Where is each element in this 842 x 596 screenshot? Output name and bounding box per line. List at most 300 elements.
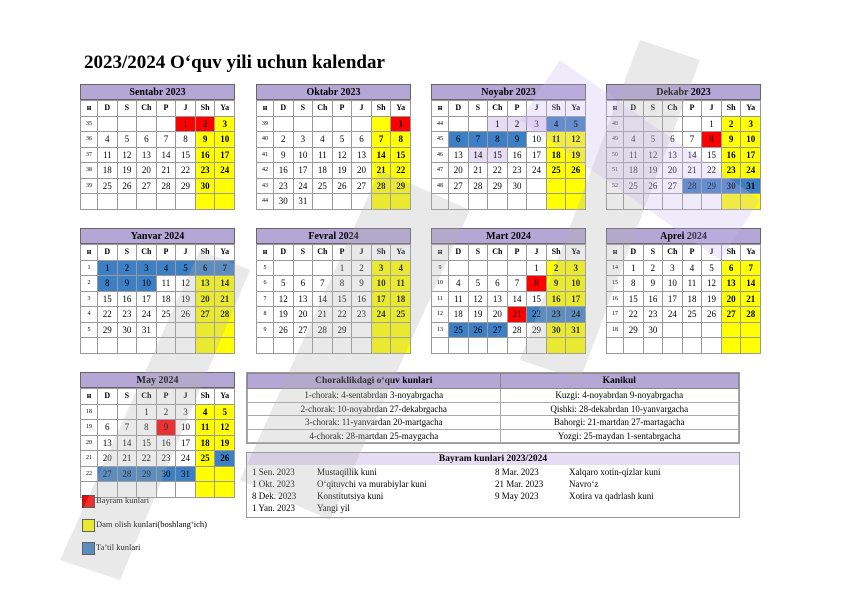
day-cell: 14 <box>156 147 176 163</box>
day-header: D <box>98 389 118 405</box>
day-header: S <box>117 389 137 405</box>
day-header: P <box>682 101 702 117</box>
legend-weekend-label: Dam olish kunlari(boshlang‘ich) <box>96 519 207 529</box>
quarter-row: 2-chorak: 10-noyabrdan 27-dekabrgacha <box>248 402 501 416</box>
day-cell: 7 <box>313 276 333 292</box>
day-cell: 25 <box>98 178 118 194</box>
legend-holiday-label: Bayram kunlari <box>96 495 150 505</box>
day-cell <box>156 322 176 338</box>
day-cell <box>195 338 215 354</box>
day-cell: 21 <box>313 307 333 323</box>
day-cell: 6 <box>663 132 683 148</box>
week-number: 5 <box>81 322 98 338</box>
day-cell <box>293 338 313 354</box>
day-cell <box>488 338 508 354</box>
day-cell <box>117 194 137 210</box>
day-cell: 4 <box>546 116 566 132</box>
day-cell: 23 <box>117 307 137 323</box>
week-number: 39 <box>257 116 274 132</box>
day-cell: 28 <box>507 322 527 338</box>
day-cell <box>391 338 411 354</box>
month-title: Oktabr 2023 <box>256 84 411 100</box>
holidays-panel <box>246 452 740 518</box>
day-header: S <box>293 101 313 117</box>
day-cell: 19 <box>215 435 235 451</box>
day-cell: 31 <box>566 322 586 338</box>
day-cell: 30 <box>546 322 566 338</box>
day-header: Sh <box>721 101 741 117</box>
day-cell: 4 <box>449 276 469 292</box>
day-cell: 20 <box>721 291 741 307</box>
day-cell <box>156 116 176 132</box>
day-cell: 10 <box>215 132 235 148</box>
day-cell <box>663 322 683 338</box>
week-number: 46 <box>432 147 449 163</box>
day-cell: 9 <box>274 147 294 163</box>
day-cell: 19 <box>176 291 196 307</box>
day-cell: 19 <box>117 163 137 179</box>
day-cell <box>682 116 702 132</box>
day-cell: 3 <box>293 132 313 148</box>
day-header: Sh <box>371 101 391 117</box>
day-cell <box>371 116 391 132</box>
day-cell: 4 <box>98 132 118 148</box>
day-cell <box>215 194 235 210</box>
month-calendar <box>606 228 761 354</box>
day-cell: 15 <box>391 147 411 163</box>
day-cell: 23 <box>352 307 372 323</box>
day-header: J <box>527 245 547 261</box>
day-header: P <box>507 101 527 117</box>
week-number: 48 <box>607 116 624 132</box>
day-cell: 24 <box>137 307 157 323</box>
day-cell: 17 <box>215 147 235 163</box>
day-cell: 10 <box>176 420 196 436</box>
week-col-header: н <box>81 101 98 117</box>
week-col-header: н <box>81 245 98 261</box>
day-cell: 2 <box>546 260 566 276</box>
holiday-name: Xalqaro xotin-qizlar kuni <box>569 467 661 477</box>
day-header: Sh <box>371 245 391 261</box>
day-cell: 20 <box>449 163 469 179</box>
day-cell: 29 <box>332 322 352 338</box>
month-calendar <box>256 84 411 210</box>
day-cell <box>371 338 391 354</box>
day-header: D <box>624 245 644 261</box>
week-number: 44 <box>432 116 449 132</box>
weekend-swatch <box>82 519 95 532</box>
day-cell: 4 <box>624 132 644 148</box>
day-cell: 15 <box>98 291 118 307</box>
holiday-date: 8 Dek. 2023 <box>252 491 297 501</box>
day-cell <box>117 116 137 132</box>
day-cell: 24 <box>527 163 547 179</box>
day-cell: 12 <box>702 276 722 292</box>
day-cell: 29 <box>98 322 118 338</box>
day-header: Ch <box>137 245 157 261</box>
holiday-swatch <box>82 495 95 508</box>
week-col-header: н <box>607 101 624 117</box>
week-number: 7 <box>257 291 274 307</box>
day-cell: 18 <box>546 147 566 163</box>
day-cell: 11 <box>195 420 215 436</box>
day-cell: 16 <box>352 291 372 307</box>
day-cell: 10 <box>527 132 547 148</box>
day-header: Ya <box>741 245 761 261</box>
day-cell: 30 <box>643 322 663 338</box>
week-number: 18 <box>81 404 98 420</box>
day-cell: 18 <box>682 291 702 307</box>
quarter-row: 1-chorak: 4-sentabrdan 3-noyabrgacha <box>248 389 501 403</box>
day-cell: 11 <box>156 276 176 292</box>
day-cell: 28 <box>215 307 235 323</box>
day-cell: 25 <box>546 163 566 179</box>
week-number: 3 <box>81 291 98 307</box>
quarter-row: 4-chorak: 28-martdan 25-maygacha <box>248 429 501 443</box>
day-cell: 5 <box>176 260 196 276</box>
day-cell: 30 <box>274 194 294 210</box>
day-cell: 24 <box>176 451 196 467</box>
month-calendar <box>80 228 235 354</box>
day-cell <box>449 338 469 354</box>
day-cell: 26 <box>215 451 235 467</box>
holiday-date: 1 Sen. 2023 <box>252 467 295 477</box>
day-header: J <box>527 101 547 117</box>
day-cell: 10 <box>371 276 391 292</box>
day-cell: 19 <box>566 147 586 163</box>
day-cell: 5 <box>274 276 294 292</box>
day-cell: 16 <box>274 163 294 179</box>
day-cell: 9 <box>643 276 663 292</box>
week-number: 41 <box>257 147 274 163</box>
day-header: D <box>449 245 469 261</box>
day-cell: 1 <box>527 260 547 276</box>
day-header: P <box>156 101 176 117</box>
day-header: S <box>468 245 488 261</box>
day-cell: 2 <box>643 260 663 276</box>
day-cell: 16 <box>546 291 566 307</box>
day-cell: 23 <box>195 163 215 179</box>
day-cell: 28 <box>682 178 702 194</box>
day-cell <box>663 194 683 210</box>
day-cell: 11 <box>313 147 333 163</box>
day-cell <box>468 194 488 210</box>
week-number: 48 <box>432 178 449 194</box>
day-cell: 21 <box>507 307 527 323</box>
day-cell: 27 <box>721 307 741 323</box>
day-cell <box>546 178 566 194</box>
holiday-date: 1 Yan. 2023 <box>252 503 296 513</box>
day-cell <box>176 338 196 354</box>
day-cell: 2 <box>352 260 372 276</box>
holiday-date: 21 Mar. 2023 <box>495 479 544 489</box>
month-calendar <box>80 372 235 498</box>
day-header: Sh <box>721 245 741 261</box>
day-cell <box>215 322 235 338</box>
day-cell: 13 <box>98 435 118 451</box>
day-header: D <box>449 101 469 117</box>
day-cell: 17 <box>137 291 157 307</box>
day-cell: 24 <box>741 163 761 179</box>
day-cell: 2 <box>117 260 137 276</box>
day-cell: 1 <box>488 116 508 132</box>
day-cell <box>682 322 702 338</box>
day-header: S <box>117 101 137 117</box>
day-cell: 31 <box>176 466 196 482</box>
day-cell: 23 <box>156 451 176 467</box>
day-cell <box>313 116 333 132</box>
week-number: 12 <box>432 307 449 323</box>
day-cell: 24 <box>663 307 683 323</box>
day-cell: 8 <box>332 276 352 292</box>
day-cell <box>449 260 469 276</box>
day-cell <box>215 466 235 482</box>
day-cell: 28 <box>741 307 761 323</box>
day-cell: 6 <box>352 132 372 148</box>
day-header: S <box>643 245 663 261</box>
day-cell: 29 <box>624 322 644 338</box>
month-title: Aprel 2024 <box>606 228 761 244</box>
holiday-name: O‘qituvchi va murabiylar kuni <box>317 479 427 489</box>
day-cell: 17 <box>663 291 683 307</box>
day-cell <box>293 260 313 276</box>
day-cell: 26 <box>468 322 488 338</box>
day-cell: 8 <box>137 420 157 436</box>
day-cell: 2 <box>156 404 176 420</box>
quarter-row: 3-chorak: 11-yanvardan 20-martgacha <box>248 416 501 430</box>
day-header: P <box>156 245 176 261</box>
day-cell: 9 <box>195 132 215 148</box>
page-title: 2023/2024 O‘quv yili uchun kalendar <box>84 52 385 73</box>
week-col-header: н <box>432 101 449 117</box>
day-cell: 6 <box>195 260 215 276</box>
day-cell: 5 <box>215 404 235 420</box>
day-cell: 26 <box>643 178 663 194</box>
day-cell: 7 <box>682 132 702 148</box>
day-cell: 28 <box>313 322 333 338</box>
day-header: S <box>643 101 663 117</box>
day-cell <box>488 194 508 210</box>
week-number: 35 <box>81 116 98 132</box>
week-number <box>81 194 98 210</box>
day-cell: 28 <box>156 178 176 194</box>
day-cell <box>663 116 683 132</box>
day-cell: 13 <box>663 147 683 163</box>
holiday-name: Yangi yil <box>317 503 350 513</box>
day-header: D <box>98 101 118 117</box>
day-header: Sh <box>195 389 215 405</box>
day-cell: 17 <box>371 291 391 307</box>
day-header: J <box>702 101 722 117</box>
vacation-row: Kuzgi: 4-noyabrdan 9-noyabrgacha <box>500 389 738 403</box>
day-cell: 30 <box>117 322 137 338</box>
month-title: May 2024 <box>80 372 235 388</box>
day-cell: 27 <box>488 322 508 338</box>
vacation-row: Yozgi: 25-maydan 1-sentabrgacha <box>500 429 738 443</box>
day-cell: 3 <box>137 260 157 276</box>
vacations-header: Kanikul <box>500 374 738 389</box>
day-header: J <box>176 245 196 261</box>
day-cell: 7 <box>371 132 391 148</box>
day-header: Ya <box>215 101 235 117</box>
day-cell: 5 <box>702 260 722 276</box>
vacation-row: Bahorgi: 21-martdan 27-martagacha <box>500 416 738 430</box>
day-cell: 13 <box>721 276 741 292</box>
day-cell <box>624 116 644 132</box>
day-cell: 14 <box>682 147 702 163</box>
week-number: 16 <box>607 291 624 307</box>
day-cell: 18 <box>98 163 118 179</box>
day-cell: 6 <box>293 276 313 292</box>
day-cell <box>313 194 333 210</box>
day-cell <box>682 338 702 354</box>
week-col-header: н <box>81 389 98 405</box>
day-cell: 6 <box>488 276 508 292</box>
day-cell: 20 <box>293 307 313 323</box>
day-cell: 20 <box>137 163 157 179</box>
week-number <box>432 194 449 210</box>
day-cell: 20 <box>352 163 372 179</box>
day-cell: 26 <box>702 307 722 323</box>
holiday-name: Navro‘z <box>569 479 599 489</box>
day-cell: 15 <box>176 147 196 163</box>
day-cell <box>156 482 176 498</box>
day-cell <box>702 338 722 354</box>
day-cell <box>215 338 235 354</box>
day-cell: 26 <box>566 163 586 179</box>
day-cell: 22 <box>98 307 118 323</box>
day-cell: 21 <box>215 291 235 307</box>
day-cell <box>352 322 372 338</box>
day-header: Ya <box>215 245 235 261</box>
day-cell: 3 <box>663 260 683 276</box>
day-cell: 5 <box>468 276 488 292</box>
day-cell: 18 <box>624 163 644 179</box>
week-number: 22 <box>81 466 98 482</box>
day-cell: 27 <box>195 307 215 323</box>
day-cell: 29 <box>488 178 508 194</box>
day-cell: 1 <box>624 260 644 276</box>
day-cell <box>352 194 372 210</box>
day-cell: 8 <box>98 276 118 292</box>
day-cell: 12 <box>468 291 488 307</box>
day-cell: 15 <box>332 291 352 307</box>
day-cell: 22 <box>527 307 547 323</box>
week-number: 45 <box>432 132 449 148</box>
day-cell: 1 <box>98 260 118 276</box>
day-cell: 27 <box>352 178 372 194</box>
holiday-date: 9 May 2023 <box>495 491 539 501</box>
day-cell: 9 <box>721 132 741 148</box>
day-cell: 15 <box>527 291 547 307</box>
day-cell: 29 <box>527 322 547 338</box>
week-number: 50 <box>607 147 624 163</box>
day-header: D <box>624 101 644 117</box>
day-cell: 11 <box>449 291 469 307</box>
day-cell: 3 <box>566 260 586 276</box>
day-cell: 12 <box>117 147 137 163</box>
week-number: 20 <box>81 435 98 451</box>
day-cell <box>449 116 469 132</box>
day-cell <box>156 194 176 210</box>
day-cell <box>332 116 352 132</box>
week-number: 1 <box>81 260 98 276</box>
day-cell <box>98 338 118 354</box>
day-cell <box>313 338 333 354</box>
day-cell <box>702 194 722 210</box>
holiday-name: Mustaqillik kuni <box>317 467 377 477</box>
day-cell <box>352 116 372 132</box>
day-cell: 20 <box>488 307 508 323</box>
day-cell <box>546 194 566 210</box>
day-cell: 19 <box>468 307 488 323</box>
day-cell <box>468 260 488 276</box>
day-cell: 14 <box>468 147 488 163</box>
week-number: 44 <box>257 194 274 210</box>
holiday-name: Xotira va qadrlash kuni <box>569 491 654 501</box>
day-cell: 21 <box>468 163 488 179</box>
week-number: 21 <box>81 451 98 467</box>
day-header: J <box>352 245 372 261</box>
day-cell <box>682 194 702 210</box>
day-cell: 29 <box>702 178 722 194</box>
day-cell <box>624 194 644 210</box>
day-header: Ch <box>137 389 157 405</box>
day-cell: 10 <box>137 276 157 292</box>
day-cell <box>566 338 586 354</box>
month-calendar <box>606 84 761 210</box>
day-header: P <box>682 245 702 261</box>
day-cell: 18 <box>313 163 333 179</box>
day-cell <box>195 466 215 482</box>
month-calendar <box>80 84 235 210</box>
holidays-header: Bayram kunlari 2023/2024 <box>247 453 739 465</box>
day-cell <box>371 194 391 210</box>
week-number: 51 <box>607 163 624 179</box>
day-header: P <box>332 245 352 261</box>
week-number: 38 <box>81 163 98 179</box>
day-cell: 31 <box>137 322 157 338</box>
week-col-header: н <box>257 245 274 261</box>
day-cell <box>702 322 722 338</box>
day-cell: 26 <box>117 178 137 194</box>
day-cell: 7 <box>507 276 527 292</box>
day-cell <box>741 322 761 338</box>
day-cell: 6 <box>98 420 118 436</box>
day-cell <box>721 194 741 210</box>
day-cell: 25 <box>449 322 469 338</box>
month-title: Mart 2024 <box>431 228 586 244</box>
day-cell: 21 <box>741 291 761 307</box>
day-cell: 11 <box>546 132 566 148</box>
day-cell: 12 <box>176 276 196 292</box>
day-cell: 5 <box>643 132 663 148</box>
day-cell: 19 <box>643 163 663 179</box>
day-cell: 30 <box>195 178 215 194</box>
day-cell: 11 <box>98 147 118 163</box>
day-cell <box>332 338 352 354</box>
day-cell <box>546 338 566 354</box>
day-header: Ch <box>663 245 683 261</box>
day-cell <box>468 116 488 132</box>
day-cell <box>624 338 644 354</box>
month-title: Sentabr 2023 <box>80 84 235 100</box>
day-header: Ya <box>391 101 411 117</box>
day-cell: 17 <box>741 147 761 163</box>
day-header: Ch <box>663 101 683 117</box>
day-cell: 16 <box>507 147 527 163</box>
day-header: D <box>274 101 294 117</box>
